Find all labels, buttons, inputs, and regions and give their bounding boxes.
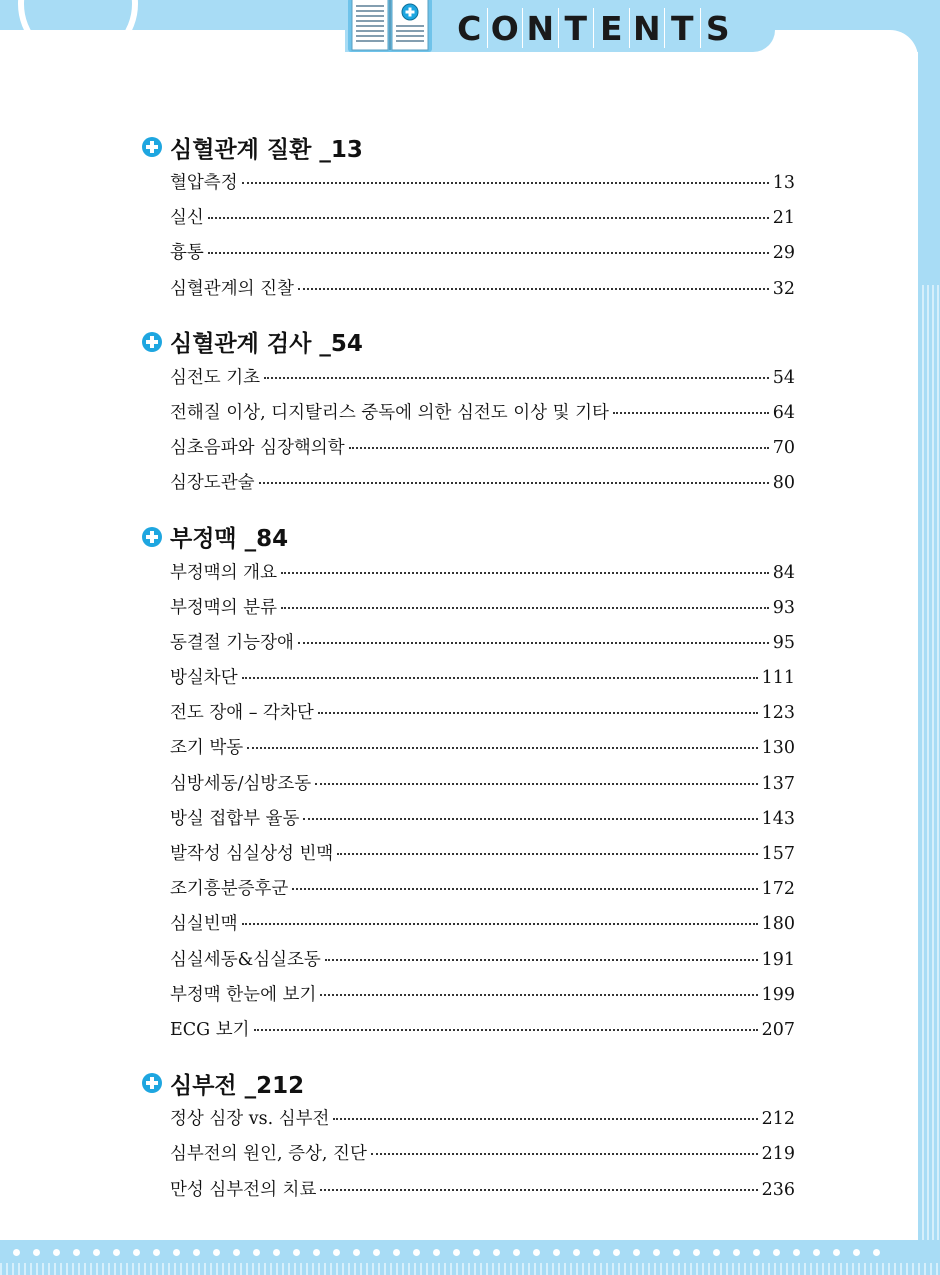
decorative-dot bbox=[773, 1249, 780, 1256]
decorative-dot bbox=[33, 1249, 40, 1256]
decorative-dot bbox=[673, 1249, 680, 1256]
page-number: 191 bbox=[761, 949, 795, 970]
book-icon bbox=[346, 0, 434, 52]
table-of-contents bbox=[142, 128, 795, 1211]
decorative-dot bbox=[73, 1249, 80, 1256]
section-heading[interactable] bbox=[142, 1064, 795, 1102]
decorative-dot bbox=[13, 1249, 20, 1256]
entry-title: 흉통 bbox=[170, 243, 204, 264]
page-number: 137 bbox=[761, 773, 795, 794]
decorative-dot bbox=[53, 1249, 60, 1256]
decorative-dot bbox=[733, 1249, 740, 1256]
entry-title: 동결절 기능장애 bbox=[170, 632, 294, 653]
section-heading[interactable] bbox=[142, 323, 795, 361]
section-title: 심혈관계 질환 _13 bbox=[170, 136, 363, 163]
decorative-dot bbox=[713, 1249, 720, 1256]
entry-title: 조기흥분증후군 bbox=[170, 879, 289, 900]
toc-entry[interactable] bbox=[170, 946, 795, 981]
dot-leader bbox=[333, 1118, 757, 1120]
entry-title: 부정맥 한눈에 보기 bbox=[170, 984, 317, 1005]
page-number: 111 bbox=[761, 668, 795, 689]
dot-leader bbox=[349, 447, 769, 449]
plus-circle-icon bbox=[142, 1073, 162, 1093]
toc-entry[interactable] bbox=[170, 239, 795, 274]
toc-entry[interactable] bbox=[170, 629, 795, 664]
toc-entry[interactable] bbox=[170, 1105, 795, 1140]
title-letter: N bbox=[630, 8, 666, 48]
plus-circle-icon bbox=[142, 137, 162, 157]
section-heading[interactable] bbox=[142, 128, 795, 166]
decorative-dot bbox=[873, 1249, 880, 1256]
toc-section bbox=[142, 518, 795, 1052]
toc-entry[interactable] bbox=[170, 1140, 795, 1175]
decorative-dot bbox=[333, 1249, 340, 1256]
decorative-dot bbox=[433, 1249, 440, 1256]
toc-entry[interactable] bbox=[170, 275, 795, 310]
page-number: 80 bbox=[772, 473, 795, 494]
title-letter: C bbox=[452, 8, 488, 48]
entry-title: 조기 박동 bbox=[170, 738, 244, 759]
decorative-dot bbox=[633, 1249, 640, 1256]
decorative-dot bbox=[113, 1249, 120, 1256]
decorative-dot bbox=[293, 1249, 300, 1256]
decorative-dot bbox=[133, 1249, 140, 1256]
page-number: 199 bbox=[761, 984, 795, 1005]
page-number: 180 bbox=[761, 914, 795, 935]
dot-leader bbox=[242, 677, 758, 679]
dot-leader bbox=[208, 252, 769, 254]
entry-title: 전해질 이상, 디지탈리스 중독에 의한 심전도 이상 및 기타 bbox=[170, 402, 609, 423]
page-number: 13 bbox=[772, 173, 795, 193]
decorative-dot bbox=[593, 1249, 600, 1256]
entry-title: 심혈관계의 진찰 bbox=[170, 278, 294, 299]
entry-title: 발작성 심실상성 빈맥 bbox=[170, 844, 334, 864]
section-heading[interactable] bbox=[142, 518, 795, 556]
dot-leader bbox=[254, 1029, 758, 1031]
page-number: 95 bbox=[772, 632, 795, 653]
decorative-dot bbox=[553, 1249, 560, 1256]
decorative-dot bbox=[793, 1249, 800, 1256]
entry-title: 실신 bbox=[170, 208, 204, 229]
toc-entry[interactable] bbox=[170, 169, 795, 204]
plus-circle-icon bbox=[142, 332, 162, 352]
decorative-dot bbox=[693, 1249, 700, 1256]
page-number: 130 bbox=[761, 738, 795, 759]
page-number: 54 bbox=[772, 367, 795, 388]
title-letter: N bbox=[523, 8, 559, 48]
page-number: 157 bbox=[761, 844, 795, 864]
decorative-dot bbox=[813, 1249, 820, 1256]
decorative-dot bbox=[253, 1249, 260, 1256]
dot-leader bbox=[320, 1189, 757, 1191]
dot-leader bbox=[325, 959, 758, 961]
entry-title: 정상 심장 vs. 심부전 bbox=[170, 1109, 330, 1130]
dot-leader bbox=[264, 377, 769, 379]
entry-title: 만성 심부전의 치료 bbox=[170, 1179, 317, 1200]
dot-leader bbox=[208, 217, 769, 219]
dot-leader bbox=[242, 923, 758, 925]
dot-leader bbox=[318, 712, 758, 714]
toc-entry[interactable] bbox=[170, 204, 795, 239]
title-letter: T bbox=[665, 8, 701, 48]
decorative-dot bbox=[453, 1249, 460, 1256]
dot-leader bbox=[315, 783, 757, 785]
page-number: 219 bbox=[761, 1144, 795, 1165]
decorative-dot bbox=[573, 1249, 580, 1256]
title-letter: O bbox=[488, 8, 524, 48]
decorative-dot bbox=[493, 1249, 500, 1256]
toc-entry[interactable] bbox=[170, 699, 795, 734]
decorative-dot bbox=[93, 1249, 100, 1256]
decorative-dot bbox=[613, 1249, 620, 1256]
decorative-dot bbox=[313, 1249, 320, 1256]
entry-title: 혈압측정 bbox=[170, 173, 238, 193]
decorative-dot bbox=[653, 1249, 660, 1256]
dot-leader bbox=[371, 1153, 758, 1155]
dot-leader bbox=[259, 482, 769, 484]
toc-entry[interactable] bbox=[170, 1016, 795, 1051]
dot-leader bbox=[613, 412, 769, 414]
page-number: 123 bbox=[761, 703, 795, 724]
entry-title: 방실차단 bbox=[170, 668, 238, 689]
plus-circle-icon bbox=[142, 527, 162, 547]
decorative-dot bbox=[153, 1249, 160, 1256]
toc-entry[interactable] bbox=[170, 664, 795, 699]
page-number: 32 bbox=[772, 278, 795, 299]
decorative-dot bbox=[373, 1249, 380, 1256]
right-stripe bbox=[922, 285, 940, 1275]
decorative-dot bbox=[413, 1249, 420, 1256]
entry-title: 심장도관술 bbox=[170, 473, 255, 494]
entry-title: 심실빈맥 bbox=[170, 914, 238, 935]
dot-leader bbox=[303, 818, 757, 820]
dot-leader bbox=[247, 747, 757, 749]
title-letter: E bbox=[594, 8, 630, 48]
toc-entry[interactable] bbox=[170, 981, 795, 1016]
dot-leader bbox=[298, 642, 769, 644]
decorative-dot bbox=[233, 1249, 240, 1256]
decorative-dot bbox=[533, 1249, 540, 1256]
page-number: 143 bbox=[761, 808, 795, 829]
decorative-dot bbox=[753, 1249, 760, 1256]
decorative-dot bbox=[193, 1249, 200, 1256]
toc-entry[interactable] bbox=[170, 469, 795, 504]
page-number: 236 bbox=[761, 1179, 795, 1200]
toc-entry[interactable] bbox=[170, 840, 795, 875]
toc-entry[interactable] bbox=[170, 434, 795, 469]
section-title: 부정맥 _84 bbox=[170, 526, 289, 552]
toc-section bbox=[142, 128, 795, 310]
page-number: 93 bbox=[772, 597, 795, 618]
dot-leader bbox=[298, 288, 769, 290]
toc-entry[interactable] bbox=[170, 875, 795, 910]
entry-title: 부정맥의 개요 bbox=[170, 562, 277, 583]
entry-title: 심초음파와 심장핵의학 bbox=[170, 438, 345, 459]
entry-title: 심실세동&심실조동 bbox=[170, 949, 321, 970]
title-letter: T bbox=[559, 8, 595, 48]
entry-title: 심부전의 원인, 증상, 진단 bbox=[170, 1144, 367, 1165]
page-number: 212 bbox=[761, 1109, 795, 1130]
bottom-dots bbox=[0, 1245, 900, 1259]
entry-title: 심전도 기초 bbox=[170, 367, 261, 388]
page-number: 172 bbox=[761, 879, 795, 900]
page-number: 21 bbox=[772, 208, 795, 229]
decorative-dot bbox=[213, 1249, 220, 1256]
section-title: 심부전 _212 bbox=[170, 1072, 305, 1099]
decorative-dot bbox=[473, 1249, 480, 1256]
toc-entry[interactable] bbox=[170, 910, 795, 945]
dot-leader bbox=[292, 888, 757, 890]
entry-title: 심방세동/심방조동 bbox=[170, 773, 312, 794]
decorative-dot bbox=[393, 1249, 400, 1256]
page-number: 64 bbox=[772, 402, 795, 423]
page-number: 207 bbox=[761, 1019, 795, 1040]
toc-entry[interactable] bbox=[170, 559, 795, 594]
page-number: 29 bbox=[772, 243, 795, 264]
page-number: 70 bbox=[772, 438, 795, 459]
dot-leader bbox=[281, 607, 769, 609]
page-number: 84 bbox=[772, 562, 795, 583]
toc-entry[interactable] bbox=[170, 364, 795, 399]
toc-entry[interactable] bbox=[170, 734, 795, 769]
toc-entry[interactable] bbox=[170, 770, 795, 805]
entry-title: 전도 장애 – 각차단 bbox=[170, 703, 314, 724]
toc-entry[interactable] bbox=[170, 805, 795, 840]
entry-title: 부정맥의 분류 bbox=[170, 597, 277, 618]
decorative-dot bbox=[513, 1249, 520, 1256]
entry-title: 방실 접합부 율동 bbox=[170, 808, 300, 829]
title-letter: S bbox=[705, 9, 730, 48]
decorative-dot bbox=[833, 1249, 840, 1256]
toc-section bbox=[142, 323, 795, 505]
dot-leader bbox=[242, 182, 769, 184]
section-title: 심혈관계 검사 _54 bbox=[170, 331, 363, 358]
toc-section bbox=[142, 1064, 795, 1211]
dot-leader bbox=[281, 572, 769, 574]
contents-title bbox=[452, 8, 735, 48]
toc-entry[interactable] bbox=[170, 594, 795, 629]
dot-leader bbox=[320, 994, 757, 996]
toc-entry[interactable] bbox=[170, 1176, 795, 1211]
decorative-dot bbox=[853, 1249, 860, 1256]
decorative-dot bbox=[273, 1249, 280, 1256]
decorative-dot bbox=[173, 1249, 180, 1256]
entry-title: ECG 보기 bbox=[170, 1019, 250, 1040]
dot-leader bbox=[337, 853, 757, 855]
bottom-stripe bbox=[0, 1263, 940, 1275]
toc-entry[interactable] bbox=[170, 399, 795, 434]
decorative-dot bbox=[353, 1249, 360, 1256]
